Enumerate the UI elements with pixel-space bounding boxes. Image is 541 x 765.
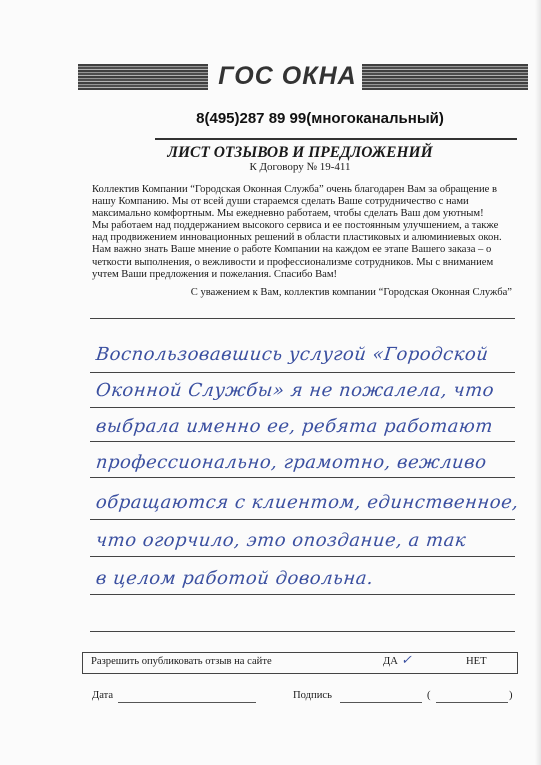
paragraph-line: Мы работаем над поддержанием высокого сервиса и ее постоянным улучшением, а также (92, 220, 499, 232)
paragraph-line: Коллектив Компании “Городская Оконная Служба” очень благодарен Вам за обращение в (92, 184, 498, 195)
header-stripe-right (362, 64, 528, 90)
writing-line (90, 594, 515, 595)
writing-line (90, 631, 515, 632)
yes-option[interactable]: ДА (383, 656, 398, 667)
writing-line (90, 477, 515, 478)
writing-line (90, 441, 515, 442)
paragraph-line: над продвижением инновационных решений в области пластиковых и алюминиевых окон. (92, 232, 502, 244)
date-field[interactable] (118, 702, 256, 703)
form-title: ЛИСТ ОТЗЫВОВ И ПРЕДЛОЖЕНИЙ (167, 144, 433, 161)
paragraph-line: нашу Компанию. Мы от всей души стараемся сделать Ваше сотрудничество с нами (92, 196, 469, 208)
header-rule (155, 138, 517, 140)
publish-permission-box (82, 652, 518, 674)
handwritten-review-line: выбрала именно ее, ребята работают (94, 416, 494, 437)
handwritten-review-line: что огорчило, это опоздание, а так (94, 530, 468, 551)
handwritten-review-line: профессионально, грамотно, вежливо (94, 452, 488, 473)
intro-paragraph (92, 184, 522, 281)
sign-off: С уважением к Вам, коллектив компании “Городская Оконная Служба” (190, 287, 512, 298)
writing-line (90, 556, 515, 557)
paragraph-line: Нам важно знать Ваше мнение о работе Компании на каждом ее этапе Вашего заказа – о (92, 244, 492, 256)
handwritten-review-line: Оконной Службы» я не пожалела, что (94, 380, 496, 401)
paragraph-line: учтем Ваши предложения и пожелания. Спасибо Вам! (92, 268, 338, 280)
company-logo: ГОС ОКНА (218, 62, 357, 90)
publish-permission-label: Разрешить опубликовать отзыв на сайте (91, 656, 272, 667)
handwritten-review-line: в целом работой довольна. (94, 568, 375, 589)
contract-number: К Договору № 19-411 (249, 161, 351, 173)
handwritten-review-line: Воспользовавшись услугой «Городской (94, 344, 490, 365)
writing-line (90, 318, 515, 319)
header-stripe-left (78, 64, 208, 90)
name-field[interactable] (436, 702, 508, 703)
paragraph-line: максимально комфортным. Мы ежедневно работаем, чтобы сделать Ваш дом уютным! (92, 208, 484, 220)
paragraph-line: четкости выполнения, о вежливости и профессионализме сотрудников. Мы с вниманием (92, 256, 494, 268)
no-option[interactable]: НЕТ (466, 656, 487, 667)
page-edge-shadow (535, 0, 541, 765)
yes-checkmark-icon: ✓ (401, 652, 412, 667)
handwritten-review-line: обращаются с клиентом, единственное, (94, 492, 520, 513)
writing-line (90, 519, 515, 520)
name-paren-open: ( (427, 690, 431, 701)
signature-label: Подпись (293, 690, 332, 701)
date-label: Дата (92, 690, 114, 701)
phone-number: 8(495)287 89 99(многоканальный) (196, 110, 444, 127)
signature-field[interactable] (340, 702, 422, 703)
writing-line (90, 407, 515, 408)
writing-line (90, 372, 515, 373)
name-paren-close: ) (509, 690, 513, 701)
